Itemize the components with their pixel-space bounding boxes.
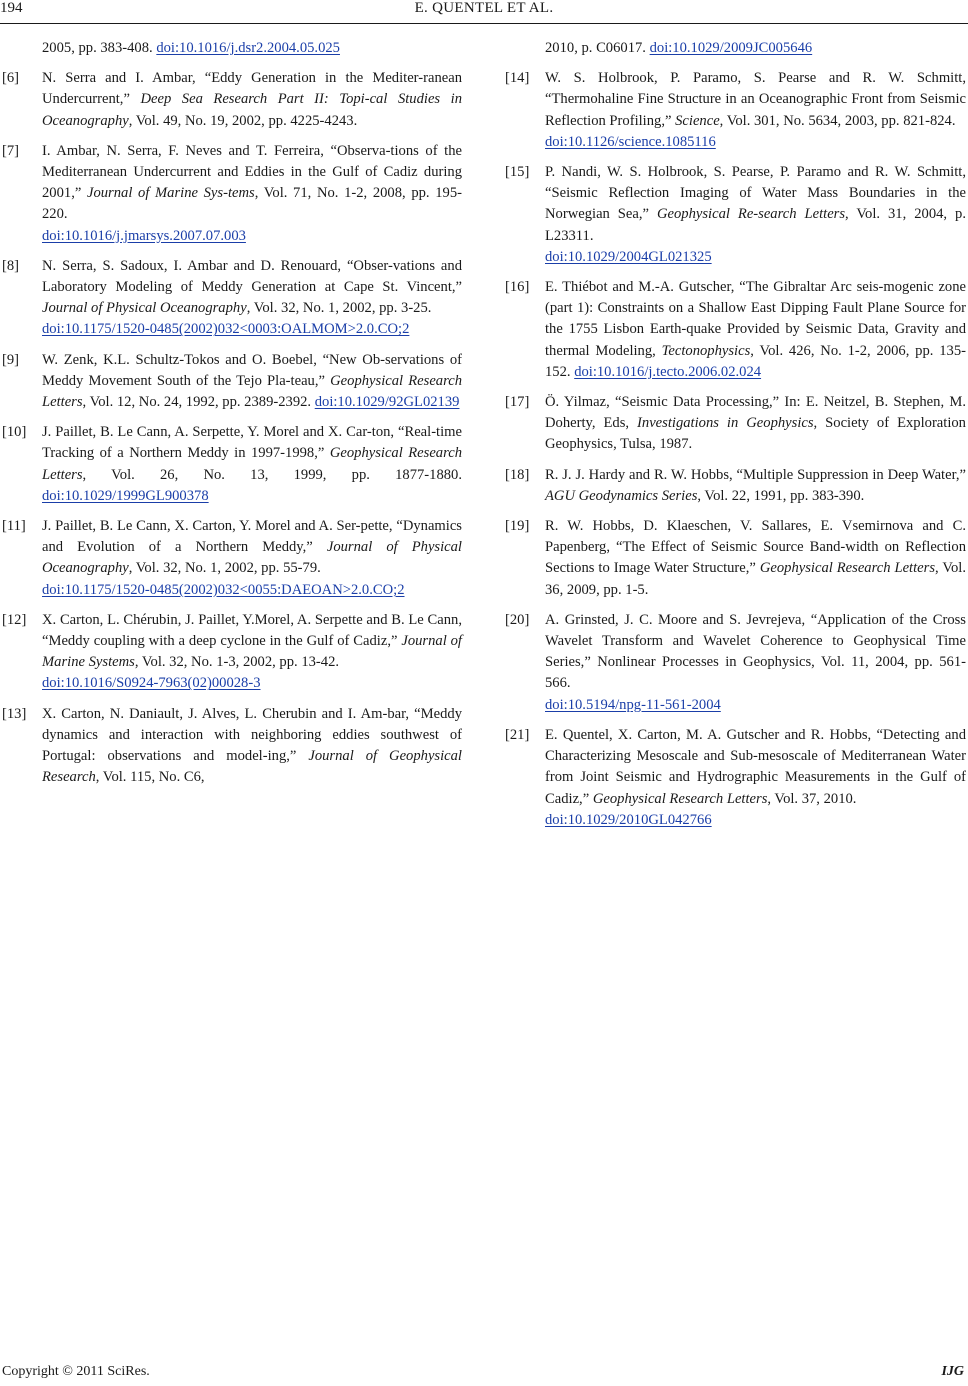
reference-details: , Vol. 31, 2004, p. L23311. (545, 206, 966, 244)
reference-number: [6] (2, 70, 20, 87)
reference-authors-title: A. Grinsted, J. C. Moore and S. Jevrejeva, “Application of the Cross Wavelet Transform and Wavelet Coherence to Geophysical Time Series,” Nonlinear Processes in Geophysics, Vol. 11, 2004, pp. 561-566. (545, 611, 966, 692)
continuation-text: 2005, pp. 383-408. (42, 40, 157, 56)
reference-entry (505, 162, 966, 268)
reference-details: , Vol. 115, No. C6, (95, 769, 205, 786)
reference-authors-title: N. Serra and I. Ambar, “Eddy Generation in the Mediter-ranean Undercurrent,” (42, 70, 462, 108)
doi-link[interactable]: doi:10.1029/2010GL042766 (545, 811, 712, 828)
reference-source: Journal of Geophysical Research (42, 748, 462, 786)
reference-number: [12] (2, 611, 27, 628)
reference-details: , Vol. 12, No. 24, 1992, pp. 2389-2392. (82, 394, 315, 411)
doi-link[interactable]: doi:10.1175/1520-0485(2002)032<0003:OALMOM>2.0.CO;2 (42, 321, 410, 338)
reference-number: [21] (505, 726, 530, 743)
reference-number: [8] (2, 257, 20, 274)
reference-number: [10] (2, 424, 27, 441)
reference-text (42, 68, 462, 132)
reference-details: , Vol. 32, No. 1, 2002, pp. 3-25. (246, 300, 432, 317)
reference-text (545, 68, 966, 153)
doi-link[interactable]: doi:10.1016/j.tecto.2006.02.024 (574, 363, 762, 380)
reference-details: , Vol. 32, No. 1, 2002, pp. 55-79. (128, 560, 321, 577)
header-rule (0, 23, 968, 24)
reference-number: [9] (2, 351, 20, 368)
reference-entry (2, 256, 462, 341)
reference-number: [13] (2, 705, 27, 722)
reference-authors-title: W. Zenk, K.L. Schultz-Tokos and O. Boebel, “New Ob-servations of Meddy Movement South of the Tejo Pla-teau,” (42, 351, 462, 389)
reference-authors-title: J. Paillet, B. Le Cann, A. Serpette, Y. Morel and X. Car-ton, “Real-time Tracking of a Northern Meddy in 1997-1998,” (42, 424, 462, 462)
reference-authors-title: R. W. Hobbs, D. Klaeschen, V. Sallares, E. Vsemirnova and C. Papenberg, “The Effect of Seismic Source Band-width on Reflection Sections to Image Water Structure,” (545, 518, 966, 577)
reference-entry (505, 68, 966, 153)
reference-text (42, 350, 462, 414)
reference-details: , Vol. 49, No. 19, 2002, pp. 4225-4243. (128, 112, 358, 129)
reference-list (2, 68, 462, 788)
reference-details: , Vol. 71, No. 1-2, 2008, pp. 195-220. (42, 185, 462, 223)
reference-entry (505, 277, 966, 383)
doi-link[interactable]: doi:10.1029/2004GL021325 (545, 248, 712, 265)
reference-number: [7] (2, 142, 20, 159)
reference-text (42, 141, 462, 247)
reference-details: , Vol. 26, No. 13, 1999, pp. 1877-1880. (82, 466, 462, 483)
doi-link[interactable]: doi:10.1029/1999GL900378 (42, 487, 209, 504)
reference-text (42, 704, 462, 789)
reference-number: [18] (505, 466, 530, 483)
right-column (505, 38, 966, 840)
reference-number: [17] (505, 394, 530, 411)
reference-entry (2, 704, 462, 789)
page-number: 194 (0, 0, 23, 16)
reference-source: Geophysical Research Letters (42, 445, 463, 483)
reference-details: , Vol. 36, 2009, pp. 1-5. (545, 560, 967, 598)
reference-text (545, 610, 966, 716)
reference-continuation (2, 38, 462, 59)
reference-source: Geophysical Research Letters (42, 372, 463, 411)
reference-number: [16] (505, 279, 530, 296)
reference-text (42, 256, 462, 341)
reference-number: [14] (505, 70, 530, 87)
doi-link[interactable]: doi:10.1029/92GL02139 (314, 394, 460, 411)
reference-source: Journal of Marine Systems (42, 633, 462, 671)
reference-details: , Vol. 32, No. 1-3, 2002, pp. 13-42. (134, 654, 340, 671)
copyright-notice: Copyright © 2011 SciRes. (2, 1364, 150, 1379)
reference-entry (2, 516, 462, 601)
reference-text (545, 725, 966, 831)
reference-details: , Society of Exploration Geophysics, Tulsa, 1987. (545, 415, 966, 453)
continuation-text: 2010, p. C06017. (545, 40, 650, 56)
reference-entry (505, 465, 966, 507)
doi-link[interactable]: doi:10.1016/j.jmarsys.2007.07.003 (42, 227, 246, 244)
reference-source: Geophysical Re-search Letters (656, 206, 846, 223)
reference-source: Journal of Physical Oceanography (42, 539, 462, 577)
reference-entry (505, 392, 966, 456)
reference-number: [19] (505, 518, 530, 535)
reference-list (505, 68, 966, 831)
reference-number: [20] (505, 611, 530, 628)
reference-source: Science (675, 112, 720, 129)
reference-entry (2, 141, 462, 247)
reference-source: Deep Sea Research Part II: Topi-cal Studies in Oceanography (42, 91, 462, 129)
doi-link[interactable]: doi:10.1016/S0924-7963(02)00028-3 (42, 675, 261, 692)
reference-authors-title: X. Carton, L. Chérubin, J. Paillet, Y.Morel, A. Serpette and B. Le Cann, “Meddy coupling with a deep cyclone in the Gulf of Cadiz,” (42, 611, 462, 650)
reference-source: Journal of Marine Sys-tems (86, 185, 255, 202)
reference-number: [11] (2, 518, 26, 535)
reference-entry (505, 610, 966, 716)
reference-entry (2, 68, 462, 132)
reference-authors-title: W. S. Holbrook, P. Paramo, S. Pearse and R. W. Schmitt, “Thermohaline Fine Structure in an Oceanographic Front from Seismic Reflection Profiling,” (545, 70, 966, 129)
left-column (2, 38, 462, 798)
reference-authors-title: J. Paillet, B. Le Cann, X. Carton, Y. Morel and A. Ser-pette, “Dynamics and Evolution of a Northern Meddy,” (42, 518, 462, 556)
reference-text (42, 422, 462, 507)
doi-link[interactable]: doi:10.1029/2009JC005646 (649, 40, 813, 56)
reference-details: , Vol. 426, No. 1-2, 2006, pp. 135-152. (545, 342, 966, 380)
reference-text (545, 277, 966, 383)
doi-link[interactable]: doi:10.5194/npg-11-561-2004 (545, 696, 721, 713)
reference-source: Geophysical Research Letters (592, 790, 768, 807)
reference-details: , Vol. 37, 2010. (767, 790, 857, 807)
reference-entry (505, 516, 966, 601)
reference-entry (505, 725, 966, 831)
doi-link[interactable]: doi:10.1175/1520-0485(2002)032<0055:DAEOAN>2.0.CO;2 (42, 581, 405, 598)
reference-text (42, 610, 462, 695)
reference-details: , Vol. 22, 1991, pp. 383-390. (697, 487, 865, 504)
reference-authors-title: E. Quentel, X. Carton, M. A. Gutscher and R. Hobbs, “Detecting and Characterizing Mesoscale and Sub-mesoscale of Mediterranean Water from Joint Seismic and Hydrographic Measurements in the Gulf of Cadiz,” (545, 726, 966, 807)
reference-entry (2, 610, 462, 695)
reference-source: Journal of Physical Oceanography (42, 300, 247, 317)
reference-authors-title: X. Carton, N. Daniault, J. Alves, L. Cherubin and I. Am-bar, “Meddy dynamics and interaction with neighboring eddies southwest of Portugal: observations and model-ing,” (42, 705, 462, 765)
reference-source: Tectonophysics (661, 342, 751, 359)
doi-link[interactable]: doi:10.1016/j.dsr2.2004.05.025 (156, 40, 340, 56)
reference-number: [15] (505, 164, 530, 181)
reference-source: Investigations in Geophysics (637, 415, 814, 432)
reference-continuation (505, 38, 966, 59)
reference-text (545, 162, 966, 268)
journal-abbreviation: IJG (941, 1364, 964, 1379)
reference-authors-title: E. Thiébot and M.-A. Gutscher, “The Gibraltar Arc seis-mogenic zone (part 1): Constraints on a Shallow East Dipping Fault Plane Source for the 1755 Lisbon Earth-quake Provided by Seismic Data, Gravity and thermal Modeling, (545, 279, 966, 359)
reference-details: , Vol. 301, No. 5634, 2003, pp. 821-824. (719, 112, 956, 129)
doi-link[interactable]: doi:10.1126/science.1085116 (545, 133, 716, 150)
running-head: E. QUENTEL ET AL. (414, 0, 554, 16)
reference-authors-title: N. Serra, S. Sadoux, I. Ambar and D. Renouard, “Obser-vations and Laboratory Modeling of Meddy Generation at Cape St. Vincent,” (42, 257, 462, 296)
reference-text (545, 516, 966, 601)
reference-text (545, 392, 966, 456)
reference-entry (2, 350, 462, 414)
reference-authors-title: Ö. Yilmaz, “Seismic Data Processing,” In: E. Neitzel, B. Stephen, M. Doherty, Eds, (545, 394, 966, 432)
reference-authors-title: R. J. J. Hardy and R. W. Hobbs, “Multiple Suppression in Deep Water,” (545, 466, 966, 483)
reference-authors-title: P. Nandi, W. S. Holbrook, S. Pearse, P. Paramo and R. W. Schmitt, “Seismic Reflection Imaging of Water Mass Boundaries in the Norwegian Sea,” (545, 164, 966, 223)
reference-authors-title: I. Ambar, N. Serra, F. Neves and T. Ferreira, “Observa-tions of the Mediterranean Undercurrent and Eddies in the Gulf of Cadiz during 2001,” (42, 142, 462, 202)
reference-text (42, 516, 462, 601)
reference-source: Geophysical Research Letters (759, 560, 936, 577)
reference-entry (2, 422, 462, 507)
page-header (0, 0, 968, 24)
reference-text (545, 465, 966, 507)
reference-source: AGU Geodynamics Series (545, 487, 698, 504)
